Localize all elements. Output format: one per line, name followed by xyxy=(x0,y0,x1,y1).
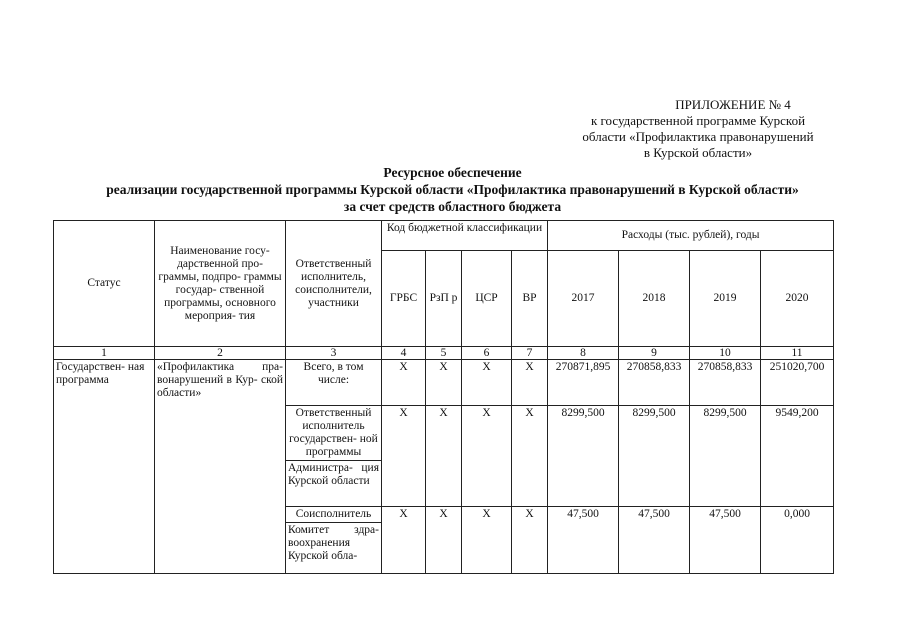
title-line-3: за счет средств областного бюджета xyxy=(343,199,562,214)
row-program-name: «Профилактика пра- вонарушений в Кур- ской области» xyxy=(155,360,286,574)
header-year-2020: 2020 xyxy=(761,251,834,347)
header-expenses: Расходы (тыс. рублей), годы xyxy=(548,221,834,251)
header-rzpr: РзП р xyxy=(426,251,462,347)
row-csr: X xyxy=(462,360,512,406)
appendix-header xyxy=(548,97,848,161)
row-grbs: X xyxy=(382,360,426,406)
row-rzpr: X xyxy=(426,360,462,406)
column-number-row xyxy=(54,347,834,360)
row-value-2017: 47,500 xyxy=(548,507,619,574)
appendix-line-4: в Курской области» xyxy=(643,145,753,160)
row-value-2018: 8299,500 xyxy=(619,406,690,507)
column-number: 4 xyxy=(382,347,426,360)
column-number: 5 xyxy=(426,347,462,360)
column-number: 3 xyxy=(286,347,382,360)
header-year-2018: 2018 xyxy=(619,251,690,347)
row-value-2020: 0,000 xyxy=(761,507,834,574)
column-number: 11 xyxy=(761,347,834,360)
appendix-number: ПРИЛОЖЕНИЕ № 4 xyxy=(675,97,791,112)
header-year-2019: 2019 xyxy=(690,251,761,347)
header-row-1 xyxy=(54,221,834,251)
row-csr: X xyxy=(462,507,512,574)
column-number: 6 xyxy=(462,347,512,360)
row-value-2019: 8299,500 xyxy=(690,406,761,507)
column-number: 10 xyxy=(690,347,761,360)
header-grbs: ГРБС xyxy=(382,251,426,347)
row-vr: X xyxy=(512,360,548,406)
header-csr: ЦСР xyxy=(462,251,512,347)
row-executor: Ответственный исполнитель государствен- ной программы xyxy=(286,406,382,461)
column-number: 2 xyxy=(155,347,286,360)
row-status: Государствен- ная программа xyxy=(54,360,155,574)
header-program-name: Наименование госу- дарственной про- граммы, подпро- граммы государ- ственной программы, основного мероприя- тия xyxy=(155,221,286,347)
title-line-1: Ресурсное обеспечение xyxy=(383,165,522,180)
row-vr: X xyxy=(512,507,548,574)
row-executor: Администра- ция Курской области xyxy=(286,461,382,507)
row-executor: Комитет здра- воохранения Курской обла- xyxy=(286,523,382,574)
row-grbs: X xyxy=(382,507,426,574)
row-value-2018: 47,500 xyxy=(619,507,690,574)
column-number: 1 xyxy=(54,347,155,360)
header-year-2017: 2017 xyxy=(548,251,619,347)
resource-table xyxy=(53,220,834,574)
column-number: 9 xyxy=(619,347,690,360)
header-budget-code: Код бюджетной классификации xyxy=(382,221,548,251)
column-number: 7 xyxy=(512,347,548,360)
header-executor: Ответственный исполнитель, соисполнители, участники xyxy=(286,221,382,347)
appendix-line-2: к государственной программе Курской xyxy=(590,113,806,128)
title-line-2: реализации государственной программы Курской области «Профилактика правонарушений в Курской области» xyxy=(106,182,799,197)
row-value-2020: 9549,200 xyxy=(761,406,834,507)
column-number: 8 xyxy=(548,347,619,360)
row-csr: X xyxy=(462,406,512,507)
appendix-line-3: области «Профилактика правонарушений xyxy=(582,129,814,144)
header-status: Статус xyxy=(54,221,155,347)
row-value-2019: 270858,833 xyxy=(690,360,761,406)
row-vr: X xyxy=(512,406,548,507)
table-row xyxy=(54,360,834,406)
row-value-2020: 251020,700 xyxy=(761,360,834,406)
row-executor: Соисполнитель xyxy=(286,507,382,523)
header-vr: ВР xyxy=(512,251,548,347)
row-value-2017: 8299,500 xyxy=(548,406,619,507)
row-value-2018: 270858,833 xyxy=(619,360,690,406)
row-grbs: X xyxy=(382,406,426,507)
row-rzpr: X xyxy=(426,507,462,574)
document-title xyxy=(0,164,905,215)
row-value-2017: 270871,895 xyxy=(548,360,619,406)
row-value-2019: 47,500 xyxy=(690,507,761,574)
row-executor: Всего, в том числе: xyxy=(286,360,382,406)
row-rzpr: X xyxy=(426,406,462,507)
